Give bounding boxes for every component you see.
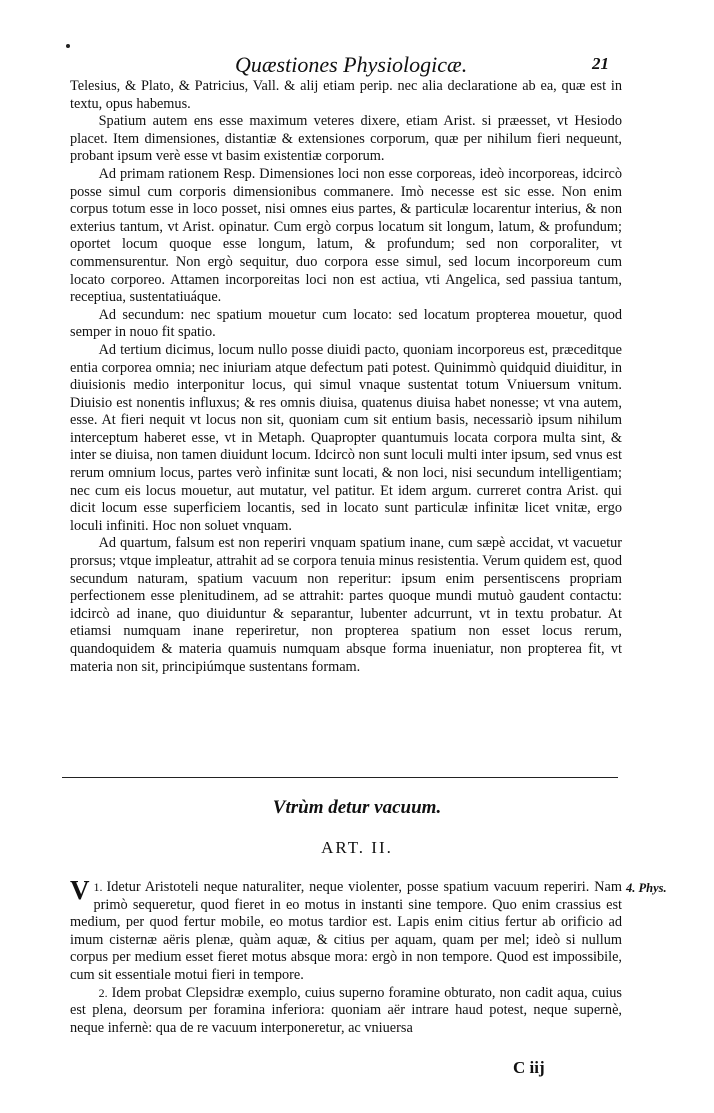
article-paragraph-1-text: Idetur Aristoteli neque naturaliter, neque violenter, posse spatium vacuum reperiri. Nam primò sequeretur, quod fieret in eo motus in instanti sine tempore. Quo enim crassius est medium, per quod fertur mobile, eo motus tardior est. Lapis enim citius fertur ab orificio ad imum cisternæ aëris plenæ, quàm aquæ, & citius per aquam, quam per mel; ideò si nullum corpus per medium esset fieret motus absque mora: ergò in non tempore. Quod est impossibile, cum sit essentiale motui fieri in tempore. bbox=[70, 879, 622, 983]
article-paragraph-1 bbox=[70, 875, 622, 985]
article-paragraph-2 bbox=[70, 985, 622, 1038]
section-1-body bbox=[70, 78, 622, 676]
drop-cap: V bbox=[70, 875, 90, 905]
paragraph-3: Ad primam rationem Resp. Dimensiones loci non esse corporeas, ideò incorporeas, idcircò posse simul cum corporis dimensionibus commanere. Imò necesse est sic esse. Non enim corpus totum esse in loco posset, nisi omnes eius partes, & particulæ locarentur interius, & non exterius tantum, vt Arist. opinatur. Cum ergò corpus locatum sit longum, latum, & profundum; oportet locum quoque esse longum, latum, & profundum; sed non corporaliter, vt commensurentur. Non ergò sequitur, duo corpora esse simul, sed locum incorporeum cum locato corporeo. Attamen incorporeitas loci non est actiua, vti Angelica, sed passiua tantum, receptiua, sustentatiuáque. bbox=[70, 165, 622, 306]
ink-dot bbox=[66, 44, 70, 48]
article-body bbox=[70, 875, 622, 1037]
signature-mark: C iij bbox=[513, 1058, 545, 1077]
paragraph-number: 1. bbox=[93, 880, 103, 894]
section-divider bbox=[62, 777, 618, 778]
article-title: Vtrùm detur vacuum. bbox=[272, 797, 442, 818]
page-title: Quæstiones Physiologicæ. bbox=[235, 52, 468, 77]
paragraph-5: Ad tertium dicimus, locum nullo posse diuidi pacto, quoniam incorporeus est, præceditque entia corporea omnia; nec iniuriam atque defectum pati potest. Quinimmò quidquid diuiditur, in diuisionis medio interponitur locus, qui simul vnaque sustentat totum Vniuersum vnitum. Diuisio est nonentis influxus; & res omnis diuisa, quatenus diuisa habet nonesse; vt vna autem, esse. At fieri nequit vt locus non sit, quoniam cum sit entium basis, necessariò ipsum nihilum interceptum haberet esse, vt in Metaph. Quapropter quantumuis locata corpora multa sint, & inter se diuisa, non tamen diuidunt locum. Idcircò non sunt loculi multi inter ipsum, sed vnus est rerum omnium locus, partes verò infinitæ sunt locati, & non loci, nisi secundum intelligentiam; nec cum eis locus mouetur, aut mutatur, vel patitur. Et idem argum. curreret contra Arist. qui dicit locum esse superficiem locantis, sed in locato sunt particulæ infinitæ licet vnitæ, ergo loculi infiniti. Hoc non soluet vnquam. bbox=[70, 341, 622, 534]
article-paragraph-2-text: Idem probat Clepsidræ exemplo, cuius superno foramine obturato, non cadit aqua, cuius est plena, deorsum per foramina inferiora: quoniam aër intrare haud potest, neque supernè, neque infernè: qua de re vacuum interponeretur, ac vniuersa bbox=[70, 984, 622, 1036]
page-number: 21 bbox=[592, 54, 609, 73]
paragraph-4: Ad secundum: nec spatium mouetur cum locato: sed locatum propterea mouetur, quod semper in nouo fit spatio. bbox=[70, 306, 622, 341]
paragraph-6: Ad quartum, falsum est non reperiri vnquam spatium inane, cum sæpè accidat, vt vacuetur prorsus; vtque impleatur, attrahit ad se corpora tenuia minus resistentia. Verum quidem est, quod secundum naturam, spatium vacuum non reperitur: ipsum enim persentiscens propriam perfectionem esse plenitudinem, ad se attrahit: partes quoque mundi mutuò gaudent contactu: idcircò ad inane, quo diuiduntur & separantur, lubenter adcurrunt, vt in textu probatur. At etiamsi numquam inane reperiretur, non propterea spatium non esset locus rerum, quandoquidem & materia quamuis numquam absque forma inueniatur, non propterea fit, vt materia non sit, principiúmque sustentans formam. bbox=[70, 535, 622, 675]
paragraph-number: 2. bbox=[98, 985, 108, 1000]
running-head bbox=[0, 52, 714, 78]
margin-note: 4. Phys. bbox=[626, 881, 667, 895]
paragraph-2: Spatium autem ens esse maximum veteres dixere, etiam Arist. si præesset, vt Hesiodo placet. Item dimensiones, distantiæ & extensiones corporum, quæ per nihilum fieri nequeunt, probant ipsum verè esse vt basim existentiæ corporum. bbox=[70, 113, 622, 165]
article-number: ART. II. bbox=[321, 838, 393, 857]
paragraph-1: Telesius, & Plato, & Patricius, Vall. & alij etiam perip. nec alia declaratione ab ea, quæ est in textu, opus habemus. bbox=[70, 78, 622, 112]
